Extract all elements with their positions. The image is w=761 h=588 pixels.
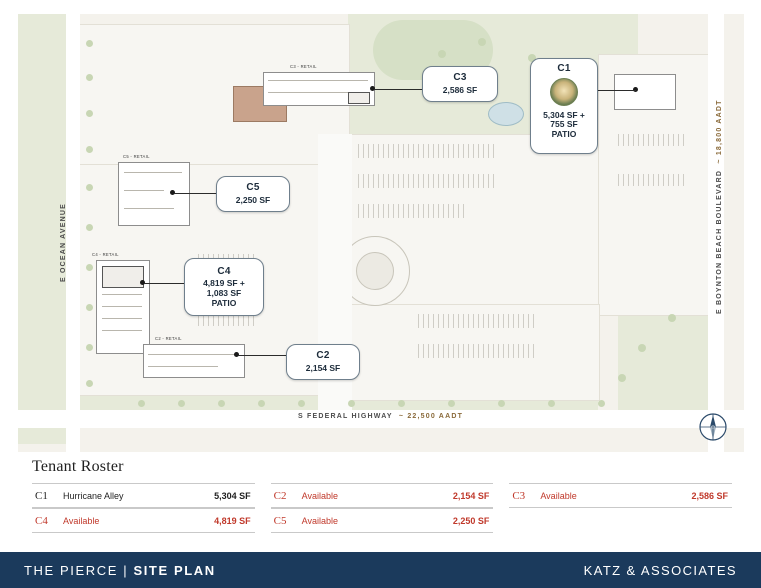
footer-company-name: KATZ & ASSOCIATES — [583, 562, 737, 578]
building-c3-detail — [268, 80, 368, 81]
pool — [488, 102, 524, 126]
callout-c5-sf: 2,250 SF — [235, 194, 271, 205]
tenant-roster-title: Tenant Roster — [32, 458, 124, 475]
tree-icon — [86, 224, 93, 231]
tree-icon — [86, 304, 93, 311]
tree-icon — [438, 50, 446, 58]
tree-icon — [86, 184, 93, 191]
roster-tenant-name: Hurricane Alley — [63, 490, 124, 501]
building-c2-detail — [148, 366, 218, 367]
callout-c3-sf: 2,586 SF — [442, 84, 478, 95]
building-c1[interactable] — [614, 74, 676, 110]
building-c3-annex — [348, 92, 370, 104]
tree-icon — [448, 400, 455, 407]
building-c4-detail — [102, 306, 142, 307]
roster-sf: 4,819 SF — [214, 515, 251, 526]
table-row[interactable] — [32, 483, 255, 508]
street-aadt-federal: 22,500 AADT — [407, 413, 464, 420]
parking-row-4 — [418, 314, 538, 328]
roster-tenant-name: Available — [63, 515, 100, 526]
tree-icon — [498, 400, 505, 407]
roster-code: C5 — [273, 514, 287, 527]
building-c2[interactable] — [143, 344, 245, 378]
table-row[interactable] — [32, 508, 255, 533]
callout-c4-sf-line1: 4,819 SF + — [203, 278, 245, 289]
callout-c2[interactable] — [286, 344, 360, 380]
page-footer — [0, 552, 761, 588]
callout-c4-id: C4 — [217, 265, 231, 277]
building-c5-detail — [124, 172, 182, 173]
building-label-c4: C4 - RETAIL — [92, 252, 119, 257]
parking-row-8 — [618, 134, 688, 146]
callout-c3[interactable] — [422, 66, 498, 102]
roster-tenant-name: Available — [540, 490, 577, 501]
table-row[interactable] — [271, 508, 494, 533]
tree-icon — [598, 400, 605, 407]
callout-c1-sf-line2: 755 SF — [550, 119, 578, 130]
roster-code: C1 — [35, 489, 48, 502]
tree-icon — [618, 374, 626, 382]
building-c3-detail — [268, 92, 348, 93]
tree-icon — [86, 344, 93, 351]
callout-c4-sf-line3: PATIO — [211, 297, 237, 308]
tree-icon — [668, 314, 676, 322]
roster-sf: 2,154 SF — [452, 490, 490, 501]
roster-tenant-name: Available — [301, 515, 339, 526]
street-name-federal: S FEDERAL HIGHWAY — [298, 413, 393, 420]
site-map[interactable] — [18, 14, 744, 452]
street-label-ocean-avenue: E OCEAN AVENUE — [60, 202, 67, 282]
tree-icon — [258, 400, 265, 407]
callout-c1[interactable] — [530, 58, 598, 154]
building-label-c2: C2 - RETAIL — [155, 336, 182, 341]
tenant-roster-columns — [32, 483, 732, 533]
building-c4-core — [102, 266, 144, 288]
building-label-c5: C5 - RETAIL — [123, 154, 150, 159]
building-c5-detail — [124, 208, 174, 209]
tree-icon — [178, 400, 185, 407]
leader-line-c5 — [174, 193, 218, 194]
parking-row-1 — [358, 144, 498, 158]
roster-column-3 — [509, 483, 732, 533]
parking-row-2 — [358, 174, 498, 188]
roster-tenant-name: Available — [301, 490, 339, 501]
table-row[interactable] — [509, 483, 732, 508]
plaza-inner-circle — [356, 252, 394, 290]
compass-rose — [696, 410, 730, 444]
road-ocean-avenue — [66, 14, 80, 452]
building-label-c3: C3 - RETAIL — [290, 64, 317, 69]
callout-c5-id: C5 — [246, 182, 260, 194]
street-aadt-boynton: 18,800 AADT — [716, 99, 723, 156]
leader-line-c2 — [238, 355, 288, 356]
tree-icon — [86, 40, 93, 47]
building-c4-detail — [102, 330, 142, 331]
tree-icon — [398, 400, 405, 407]
roster-code: C2 — [273, 489, 287, 502]
roster-sf: 5,304 SF — [214, 490, 251, 501]
callout-c1-sf-line3: PATIO — [551, 129, 577, 140]
roster-sf: 2,250 SF — [452, 515, 490, 526]
leader-line-c4 — [144, 283, 186, 284]
callout-c2-sf: 2,154 SF — [305, 362, 341, 373]
tenant-roster — [32, 458, 732, 533]
tree-icon — [298, 400, 305, 407]
roster-code: C3 — [512, 489, 526, 502]
tree-icon — [218, 400, 225, 407]
roster-column-2 — [271, 483, 494, 533]
footer-title-group — [24, 563, 216, 578]
tree-icon — [86, 146, 93, 153]
callout-c5[interactable] — [216, 176, 290, 212]
callout-c1-sf-line1: 5,304 SF + — [543, 109, 585, 120]
tree-icon — [86, 74, 93, 81]
tree-icon — [548, 400, 555, 407]
building-c2-detail — [148, 354, 238, 355]
street-label-boynton-beach-blvd: E BOYNTON BEACH BOULEVARD ~ 18,800 AADT — [716, 99, 723, 314]
table-row[interactable] — [271, 483, 494, 508]
building-c4-detail — [102, 294, 142, 295]
leader-line-c3 — [374, 89, 424, 90]
parking-row-5 — [418, 344, 538, 358]
footer-separator: | — [123, 562, 129, 578]
building-c5-detail — [124, 190, 164, 191]
callout-c1-id: C1 — [557, 63, 571, 74]
parking-row-3 — [358, 204, 468, 218]
footer-section-name: SITE PLAN — [133, 562, 216, 578]
tree-icon — [86, 264, 93, 271]
tree-icon — [86, 380, 93, 387]
roster-code: C4 — [35, 514, 48, 527]
tree-icon — [138, 400, 145, 407]
street-name-boynton: E BOYNTON BEACH BOULEVARD — [716, 169, 723, 314]
tree-icon — [348, 400, 355, 407]
callout-c2-id: C2 — [316, 350, 330, 362]
tree-icon — [638, 344, 646, 352]
callout-c3-id: C3 — [453, 72, 467, 84]
callout-c4[interactable] — [184, 258, 264, 316]
footer-project-name: THE PIERCE — [24, 562, 119, 578]
roster-column-1 — [32, 483, 255, 533]
green-area-se — [618, 314, 708, 424]
building-c4-detail — [102, 318, 142, 319]
tree-icon — [86, 110, 93, 117]
tree-icon — [478, 38, 486, 46]
hurricane-alley-logo-icon — [550, 78, 578, 106]
callout-c4-sf-line2: 1,083 SF — [206, 287, 242, 298]
parking-row-9 — [618, 174, 688, 186]
leader-line-c1 — [596, 90, 636, 91]
roster-sf: 2,586 SF — [691, 490, 729, 501]
street-label-federal-highway: S FEDERAL HIGHWAY ~ 22,500 AADT — [298, 413, 464, 420]
